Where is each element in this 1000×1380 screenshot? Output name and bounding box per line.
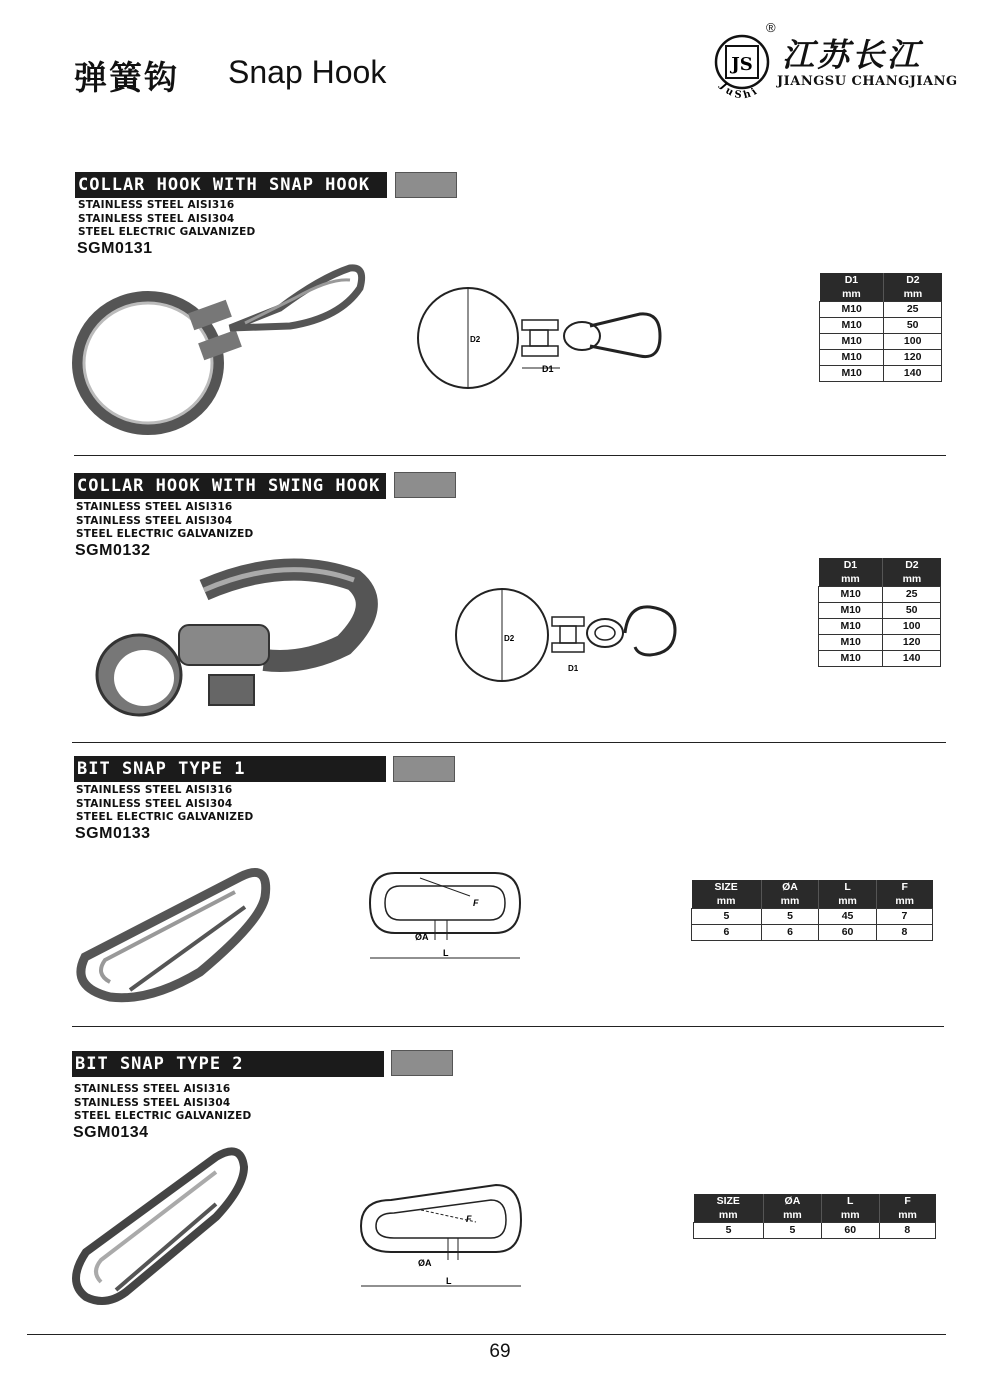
drawing-label-f: F <box>466 1214 472 1224</box>
page-number: 69 <box>489 1341 511 1362</box>
drawing-label-l: L <box>443 948 449 958</box>
spec-table <box>691 880 933 941</box>
registered-mark: ® <box>766 20 776 35</box>
technical-drawing-bit-snap-type-2 <box>356 1180 531 1295</box>
product-photo-collar-swing-hook <box>84 560 384 720</box>
material-item: STEEL ELECTRIC GALVANIZED <box>78 226 256 238</box>
col-unit: mm <box>876 894 932 909</box>
logo-sub: JuShi <box>717 80 762 102</box>
section-title-bar: BIT SNAP TYPE 1 <box>74 756 386 782</box>
section-title-bar: COLLAR HOOK WITH SWING HOOK <box>74 473 386 499</box>
drawing-label-d2: D2 <box>470 335 481 344</box>
material-item: STAINLESS STEEL AISI316 <box>76 784 233 796</box>
company-logo-icon <box>706 28 778 100</box>
product-code: SGM0134 <box>73 1124 149 1141</box>
table-cell: 25 <box>884 302 942 318</box>
material-list <box>78 199 255 240</box>
col-header: L <box>819 880 877 894</box>
material-item: STAINLESS STEEL AISI304 <box>74 1096 231 1109</box>
material-item: STEEL ELECTRIC GALVANIZED <box>76 811 254 823</box>
material-item: STAINLESS STEEL AISI316 <box>78 199 235 211</box>
material-item: STEEL ELECTRIC GALVANIZED <box>76 528 254 540</box>
drawing-label-d2: D2 <box>504 634 515 643</box>
table-cell: 140 <box>883 651 941 667</box>
product-code: SGM0133 <box>75 825 151 842</box>
spec-table <box>818 558 941 667</box>
material-item: STAINLESS STEEL AISI316 <box>74 1083 231 1095</box>
technical-drawing-bit-snap-type-1 <box>365 868 530 968</box>
col-unit: mm <box>819 572 883 587</box>
product-photo-collar-snap-hook <box>70 258 370 438</box>
col-header: D2 <box>884 273 942 287</box>
table-cell: 45 <box>819 909 877 925</box>
table-row <box>820 366 942 382</box>
table-cell: 5 <box>692 909 762 925</box>
table-cell: 8 <box>876 925 932 941</box>
table-row <box>819 635 941 651</box>
product-photo-bit-snap-type-1 <box>70 862 270 1012</box>
col-header: F <box>876 880 932 894</box>
table-cell: 50 <box>883 603 941 619</box>
table-cell: 5 <box>761 909 819 925</box>
table-cell: M10 <box>819 619 883 635</box>
color-swatch <box>393 756 455 782</box>
col-header: L <box>821 1194 879 1208</box>
spec-table <box>693 1194 936 1239</box>
technical-drawing-collar-swing-hook <box>450 585 690 685</box>
table-cell: M10 <box>820 318 884 334</box>
table-row <box>692 925 933 941</box>
product-code: SGM0132 <box>75 542 151 559</box>
col-header: D2 <box>883 558 941 572</box>
table-row <box>820 318 942 334</box>
col-header: ØA <box>761 880 819 894</box>
table-cell: 100 <box>883 619 941 635</box>
product-code: SGM0131 <box>77 240 153 257</box>
table-cell: 100 <box>884 334 942 350</box>
section-divider <box>72 742 946 743</box>
drawing-label-d1: D1 <box>568 664 579 673</box>
product-photo-bit-snap-type-2 <box>66 1142 256 1312</box>
logo-cn-text: 江苏长江 <box>782 36 923 74</box>
table-cell: 60 <box>821 1223 879 1239</box>
section-title-bar: COLLAR HOOK WITH SNAP HOOK <box>75 172 387 198</box>
material-item: STAINLESS STEEL AISI316 <box>76 501 233 513</box>
material-item: STEEL ELECTRIC GALVANIZED <box>74 1110 252 1122</box>
table-cell: 8 <box>879 1223 935 1239</box>
col-unit: mm <box>764 1208 822 1223</box>
col-header: ØA <box>764 1194 822 1208</box>
table-cell: 5 <box>694 1223 764 1239</box>
table-row <box>820 350 942 366</box>
logo-en-text: JIANGSU CHANGJIANG <box>777 74 958 89</box>
material-item: STAINLESS STEEL AISI304 <box>76 514 233 527</box>
table-row <box>819 587 941 603</box>
col-unit: mm <box>761 894 819 909</box>
table-cell: 7 <box>876 909 932 925</box>
col-header: D1 <box>819 558 883 572</box>
table-cell: M10 <box>819 651 883 667</box>
col-unit: mm <box>821 1208 879 1223</box>
col-unit: mm <box>883 572 941 587</box>
spec-table <box>819 273 942 382</box>
col-unit: mm <box>820 287 884 302</box>
table-cell: 120 <box>883 635 941 651</box>
table-cell: 50 <box>884 318 942 334</box>
table-cell: M10 <box>819 603 883 619</box>
drawing-label-l: L <box>446 1276 452 1286</box>
table-row <box>819 619 941 635</box>
section-title-bar: BIT SNAP TYPE 2 <box>72 1051 384 1077</box>
table-cell: 6 <box>761 925 819 941</box>
logo-mark: JS <box>731 54 753 75</box>
table-row <box>692 909 933 925</box>
table-row <box>820 334 942 350</box>
table-cell: M10 <box>820 334 884 350</box>
col-unit: mm <box>819 894 877 909</box>
table-cell: M10 <box>820 366 884 382</box>
material-list <box>76 501 253 542</box>
table-cell: 140 <box>884 366 942 382</box>
col-unit: mm <box>884 287 942 302</box>
table-cell: M10 <box>820 350 884 366</box>
drawing-label-a: ØA <box>418 1258 432 1268</box>
drawing-label-f: F <box>473 898 479 908</box>
page-title-en: Snap Hook <box>228 54 387 90</box>
col-unit: mm <box>692 894 762 909</box>
table-cell: 60 <box>819 925 877 941</box>
material-item: STAINLESS STEEL AISI304 <box>76 797 233 810</box>
table-row <box>819 651 941 667</box>
page-title-cn: 弹簧钩 <box>74 58 179 97</box>
table-cell: M10 <box>819 635 883 651</box>
color-swatch <box>391 1050 453 1076</box>
color-swatch <box>395 172 457 198</box>
material-list <box>74 1083 251 1124</box>
col-header: SIZE <box>692 880 762 894</box>
table-row <box>694 1223 936 1239</box>
col-header: D1 <box>820 273 884 287</box>
col-unit: mm <box>694 1208 764 1223</box>
material-list <box>76 784 253 825</box>
col-header: SIZE <box>694 1194 764 1208</box>
drawing-label-d1: D1 <box>542 364 554 374</box>
table-cell: M10 <box>819 587 883 603</box>
col-unit: mm <box>879 1208 935 1223</box>
table-cell: 120 <box>884 350 942 366</box>
table-cell: 5 <box>764 1223 822 1239</box>
table-cell: M10 <box>820 302 884 318</box>
color-swatch <box>394 472 456 498</box>
technical-drawing-collar-snap-hook <box>410 280 670 400</box>
table-cell: 25 <box>883 587 941 603</box>
footer-rule <box>27 1334 946 1335</box>
material-item: STAINLESS STEEL AISI304 <box>78 212 235 225</box>
drawing-label-a: ØA <box>415 932 429 942</box>
section-divider <box>72 1026 944 1027</box>
col-header: F <box>879 1194 935 1208</box>
table-row <box>820 302 942 318</box>
section-divider <box>74 455 946 456</box>
table-cell: 6 <box>692 925 762 941</box>
table-row <box>819 603 941 619</box>
